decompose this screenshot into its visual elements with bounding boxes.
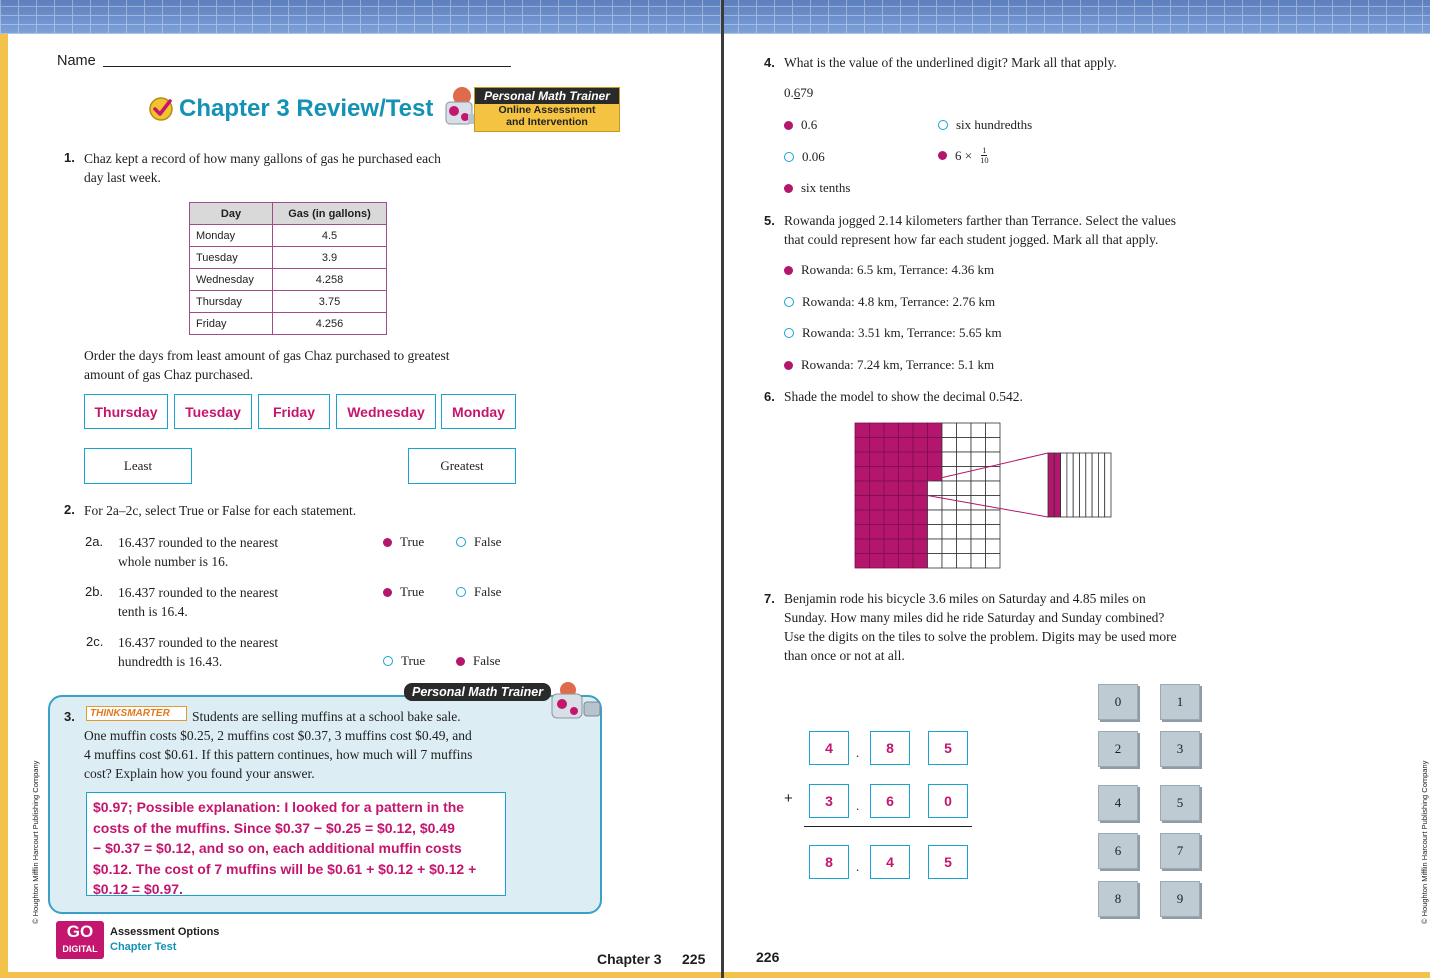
q2a-label: 2a.: [85, 534, 104, 549]
q7-line2: Sunday. How many miles did he ride Saturday and Sunday combined?: [784, 610, 1165, 625]
table-cell: 4.256: [273, 313, 387, 335]
day-tile-wednesday[interactable]: Wednesday: [336, 394, 436, 429]
grid-cell[interactable]: [928, 554, 943, 569]
shaded-cell[interactable]: [870, 438, 885, 453]
fraction-numerator: 1: [982, 145, 987, 155]
option-label: Rowanda: 6.5 km, Terrance: 4.36 km: [801, 262, 995, 277]
shaded-cell[interactable]: [855, 481, 870, 496]
q2c-false-option[interactable]: [456, 653, 500, 669]
q2c-label: 2c.: [86, 634, 104, 649]
q7-line3: Use the digits on the tiles to solve the problem. Digits may be used more: [784, 629, 1177, 644]
option-label: False: [473, 653, 501, 668]
shaded-cell[interactable]: [913, 452, 928, 467]
shaded-cell[interactable]: [855, 496, 870, 511]
shaded-cell[interactable]: [899, 510, 914, 525]
radio-empty-icon: [456, 537, 466, 547]
grid-cell[interactable]: [986, 510, 1001, 525]
shaded-cell[interactable]: [870, 496, 885, 511]
shaded-cell[interactable]: [884, 452, 899, 467]
q2a-false-option[interactable]: [456, 534, 501, 550]
strip[interactable]: [1086, 453, 1092, 517]
grid-cell[interactable]: [986, 481, 1001, 496]
table-cell: Tuesday: [190, 247, 273, 269]
shaded-cell[interactable]: [913, 423, 928, 438]
strip[interactable]: [1073, 453, 1079, 517]
shaded-cell[interactable]: [870, 510, 885, 525]
q2-intro: For 2a–2c, select True or False for each statement.: [84, 503, 357, 518]
q4-option-six-tenths[interactable]: [784, 180, 850, 196]
radio-filled-icon: [456, 657, 465, 666]
table-cell: 4.258: [273, 269, 387, 291]
q4-option-0.06[interactable]: [784, 149, 825, 165]
grid-cell[interactable]: [971, 467, 986, 482]
math-trainer-line2: and Intervention: [506, 116, 588, 128]
shaded-strip[interactable]: [1048, 453, 1054, 517]
grid-cell[interactable]: [986, 423, 1001, 438]
strip[interactable]: [1105, 453, 1111, 517]
q2b-label: 2b.: [85, 584, 104, 599]
radio-filled-icon: [383, 538, 392, 547]
banner-pattern: [0, 0, 1430, 34]
grid-cell[interactable]: [971, 438, 986, 453]
math-trainer-title: Personal Math Trainer: [475, 88, 619, 104]
shaded-strip[interactable]: [1054, 453, 1060, 517]
math-trainer-badge[interactable]: [474, 87, 620, 132]
strip[interactable]: [1061, 453, 1067, 517]
shaded-cell[interactable]: [870, 467, 885, 482]
grid-cell[interactable]: [957, 539, 972, 554]
q3-line2: One muffin costs $0.25, 2 muffins cost $0.37, 3 muffins cost $0.49, and: [84, 728, 472, 743]
shaded-cell[interactable]: [870, 423, 885, 438]
shaded-cell[interactable]: [870, 481, 885, 496]
option-label: 0.06: [802, 149, 825, 164]
name-field[interactable]: [103, 66, 511, 67]
table-cell: 3.9: [273, 247, 387, 269]
q2a-line1: 16.437 rounded to the nearest: [118, 535, 279, 550]
option-label: True: [400, 584, 425, 599]
table-row: [190, 247, 387, 269]
page-number-right: 226: [756, 949, 780, 965]
digit-tile-6[interactable]: 6: [1098, 833, 1138, 869]
grid-cell[interactable]: [971, 481, 986, 496]
q1-order-line1: Order the days from least amount of gas Chaz purchased to greatest: [84, 348, 450, 363]
q1-text-line2: day last week.: [84, 170, 161, 185]
answer-tile[interactable]: 5: [928, 731, 968, 765]
shaded-cell[interactable]: [855, 525, 870, 540]
shaded-cell[interactable]: [884, 539, 899, 554]
gas-table: [189, 202, 387, 335]
q7-line4: than once or not at all.: [784, 648, 905, 663]
decimal-point: .: [856, 798, 860, 813]
q2c-line1: 16.437 rounded to the nearest: [118, 635, 279, 650]
q4-number: 4.: [764, 55, 775, 70]
shaded-cell[interactable]: [884, 438, 899, 453]
grid-cell[interactable]: [928, 510, 943, 525]
shaded-cell[interactable]: [870, 525, 885, 540]
grid-cell[interactable]: [928, 525, 943, 540]
q2-number: 2.: [64, 502, 75, 517]
shaded-cell[interactable]: [855, 554, 870, 569]
plus-sign: +: [784, 790, 793, 807]
q4-option-six-hundredths[interactable]: [938, 117, 1032, 133]
grid-cell[interactable]: [928, 481, 943, 496]
option-label: Rowanda: 7.24 km, Terrance: 5.1 km: [801, 357, 995, 372]
fraction: [980, 146, 989, 165]
shaded-cell[interactable]: [913, 481, 928, 496]
answer-line: $0.12. The cost of 7 muffins will be $0.61 + $0.12 + $0.12 +: [93, 860, 477, 877]
option-label: True: [400, 534, 425, 549]
grid-cell[interactable]: [957, 554, 972, 569]
q5-line2: that could represent how far each student jogged. Mark all that apply.: [784, 232, 1159, 247]
shaded-cell[interactable]: [899, 452, 914, 467]
grid-cell[interactable]: [971, 423, 986, 438]
copyright-left: © Houghton Mifflin Harcourt Publishing Company: [31, 760, 40, 924]
q5-option-3[interactable]: [784, 325, 1002, 341]
q1-number: 1.: [64, 150, 75, 165]
grid-cell[interactable]: [986, 539, 1001, 554]
math-trainer-icon: [548, 680, 608, 728]
digit-tile-7[interactable]: 7: [1160, 833, 1200, 869]
shaded-cell[interactable]: [855, 539, 870, 554]
shaded-cell[interactable]: [884, 481, 899, 496]
shaded-cell[interactable]: [899, 525, 914, 540]
math-trainer-line1: Online Assessment: [498, 104, 596, 116]
underlined-digit: 6: [793, 85, 801, 100]
radio-filled-icon: [784, 361, 793, 370]
shaded-cell[interactable]: [928, 452, 943, 467]
q5-option-1[interactable]: [784, 262, 994, 278]
radio-empty-icon: [784, 328, 794, 338]
q7-line1: Benjamin rode his bicycle 3.6 miles on Saturday and 4.85 miles on: [784, 591, 1146, 606]
shaded-cell[interactable]: [913, 467, 928, 482]
grid-cell[interactable]: [957, 452, 972, 467]
q7-number: 7.: [764, 591, 775, 606]
grid-cell[interactable]: [957, 438, 972, 453]
number-prefix: 0.: [784, 85, 794, 100]
grid-cell[interactable]: [942, 496, 957, 511]
shaded-cell[interactable]: [899, 423, 914, 438]
table-row: [190, 269, 387, 291]
grid-cell[interactable]: [986, 554, 1001, 569]
q2b-true-option[interactable]: [383, 584, 424, 600]
radio-empty-icon: [784, 297, 794, 307]
answer-line: $0.97; Possible explanation: I looked for a pattern in the: [93, 799, 465, 815]
radio-filled-icon: [784, 266, 793, 275]
shaded-cell[interactable]: [899, 481, 914, 496]
digit-tile-9[interactable]: 9: [1160, 881, 1200, 917]
q2b-false-option[interactable]: [456, 584, 501, 600]
go-digital-logo[interactable]: [56, 921, 104, 959]
grid-cell[interactable]: [942, 481, 957, 496]
grid-cell[interactable]: [942, 438, 957, 453]
decimal-point: .: [856, 859, 860, 874]
page-number-left: 225: [682, 951, 706, 967]
digit-tile-3[interactable]: 3: [1160, 731, 1200, 767]
option-label: six tenths: [801, 180, 851, 195]
shaded-cell[interactable]: [855, 438, 870, 453]
digit-tile-4[interactable]: 4: [1098, 785, 1138, 821]
shaded-cell[interactable]: [884, 525, 899, 540]
shaded-cell[interactable]: [870, 554, 885, 569]
grid-cell[interactable]: [986, 438, 1001, 453]
answer-line: $0.12 = $0.97.: [93, 881, 183, 897]
answer-tile[interactable]: 0: [928, 784, 968, 818]
q5-option-4[interactable]: [784, 357, 994, 373]
grid-cell[interactable]: [971, 539, 986, 554]
table-row: [190, 291, 387, 313]
radio-empty-icon: [383, 656, 393, 666]
think-smarter-badge: THINKSMARTER: [86, 706, 187, 721]
table-cell: 4.5: [273, 225, 387, 247]
answer-tile[interactable]: 5: [928, 845, 968, 879]
table-cell: Thursday: [190, 291, 273, 313]
shaded-cell[interactable]: [928, 423, 943, 438]
grid-cell[interactable]: [942, 525, 957, 540]
q4-text: What is the value of the underlined digit? Mark all that apply.: [784, 55, 1117, 70]
option-label: 6 ×: [955, 147, 973, 163]
shaded-cell[interactable]: [855, 452, 870, 467]
number-suffix: 79: [800, 85, 814, 100]
grid-cell[interactable]: [942, 452, 957, 467]
decimal-model[interactable]: [854, 422, 1116, 570]
q5-number: 5.: [764, 213, 775, 228]
q1-order-line2: amount of gas Chaz purchased.: [84, 367, 254, 382]
grid-cell[interactable]: [942, 539, 957, 554]
radio-empty-icon: [938, 120, 948, 130]
gas-table-header-day: Day: [190, 203, 273, 225]
strip[interactable]: [1098, 453, 1104, 517]
radio-filled-icon: [784, 121, 793, 130]
q3-line4: cost? Explain how you found your answer.: [84, 766, 315, 781]
assessment-options: Assessment Options: [110, 926, 220, 938]
answer-tile[interactable]: 8: [809, 845, 849, 879]
shaded-cell[interactable]: [884, 467, 899, 482]
day-tile-friday[interactable]: Friday: [258, 394, 330, 429]
digit-tile-2[interactable]: 2: [1098, 731, 1138, 767]
shaded-cell[interactable]: [913, 525, 928, 540]
q4-option-0.6[interactable]: [784, 117, 817, 133]
digit-tile-8[interactable]: 8: [1098, 881, 1138, 917]
q6-text: Shade the model to show the decimal 0.542.: [784, 389, 1023, 404]
day-tile-thursday[interactable]: Thursday: [84, 394, 168, 429]
radio-filled-icon: [784, 184, 793, 193]
sum-line: [804, 826, 972, 827]
grid-cell[interactable]: [942, 554, 957, 569]
grid-cell[interactable]: [942, 423, 957, 438]
q3-answer-box[interactable]: [86, 792, 506, 896]
q3-line3: 4 muffins cost $0.61. If this pattern continues, how much will 7 muffins: [84, 747, 473, 762]
gas-table-header-gas: Gas (in gallons): [273, 203, 387, 225]
answer-line: − $0.37 = $0.12, and so on, each additional muffin costs: [93, 840, 462, 856]
day-tile-tuesday[interactable]: Tuesday: [174, 394, 252, 429]
option-label: False: [474, 534, 502, 549]
q3-number: 3.: [64, 709, 75, 724]
chapter-title: Chapter 3 Review/Test: [179, 95, 434, 122]
shaded-cell[interactable]: [899, 539, 914, 554]
option-label: Rowanda: 4.8 km, Terrance: 2.76 km: [802, 294, 996, 309]
q4-number-display: [784, 85, 813, 101]
shaded-cell[interactable]: [899, 554, 914, 569]
shaded-cell[interactable]: [884, 423, 899, 438]
gas-table-header: [190, 203, 387, 225]
q2b-line1: 16.437 rounded to the nearest: [118, 585, 279, 600]
answer-tile[interactable]: 3: [809, 784, 849, 818]
radio-filled-icon: [938, 151, 947, 160]
q5-line1: Rowanda jogged 2.14 kilometers farther than Terrance. Select the values: [784, 213, 1177, 228]
q1-text-line1: Chaz kept a record of how many gallons of gas he purchased each: [84, 151, 441, 166]
shaded-cell[interactable]: [913, 539, 928, 554]
q3-math-trainer-title[interactable]: Personal Math Trainer: [404, 683, 551, 701]
answer-line: costs of the muffins. Since $0.37 − $0.25 = $0.12, $0.49: [93, 819, 455, 836]
option-label: six hundredths: [956, 117, 1033, 132]
fraction-denominator: 10: [980, 155, 989, 165]
table-cell: Friday: [190, 313, 273, 335]
q2c-true-option[interactable]: [383, 653, 425, 669]
grid-cell[interactable]: [971, 554, 986, 569]
shaded-cell[interactable]: [855, 467, 870, 482]
shaded-cell[interactable]: [913, 438, 928, 453]
grid-cell[interactable]: [971, 496, 986, 511]
thousandths-strip[interactable]: [1048, 453, 1111, 517]
grid-cell[interactable]: [928, 539, 943, 554]
grid-cell[interactable]: [957, 423, 972, 438]
grid-cell[interactable]: [957, 510, 972, 525]
grid-cell[interactable]: [986, 467, 1001, 482]
q2a-line2: whole number is 16.: [118, 554, 229, 569]
shaded-cell[interactable]: [899, 467, 914, 482]
shaded-cell[interactable]: [884, 496, 899, 511]
q4-option-6-times-tenth[interactable]: [938, 146, 989, 165]
copyright-right: © Houghton Mifflin Harcourt Publishing Company: [1420, 760, 1429, 924]
answer-tile[interactable]: 4: [870, 845, 910, 879]
checkmark-icon: [148, 96, 174, 122]
strip[interactable]: [1080, 453, 1086, 517]
shaded-cell[interactable]: [870, 539, 885, 554]
go-digital-text: DIGITAL: [62, 944, 98, 954]
q6-number: 6.: [764, 389, 775, 404]
option-label: True: [401, 653, 426, 668]
option-label: Rowanda: 3.51 km, Terrance: 5.65 km: [802, 325, 1002, 340]
digit-tile-5[interactable]: 5: [1160, 785, 1200, 821]
shaded-cell[interactable]: [899, 438, 914, 453]
strip[interactable]: [1092, 453, 1098, 517]
table-row: [190, 225, 387, 247]
q2b-line2: tenth is 16.4.: [118, 604, 188, 619]
strip[interactable]: [1067, 453, 1073, 517]
least-label: Least: [84, 448, 192, 484]
shaded-cell[interactable]: [855, 510, 870, 525]
shaded-cell[interactable]: [913, 554, 928, 569]
grid-cell[interactable]: [971, 452, 986, 467]
decimal-point: .: [856, 745, 860, 760]
grid-cell[interactable]: [957, 481, 972, 496]
answer-tile[interactable]: 4: [809, 731, 849, 765]
shaded-cell[interactable]: [870, 452, 885, 467]
greatest-label: Greatest: [408, 448, 516, 484]
go-digital-go: GO: [66, 922, 94, 941]
radio-empty-icon: [456, 587, 466, 597]
grid-cell[interactable]: [986, 525, 1001, 540]
shaded-cell[interactable]: [884, 554, 899, 569]
chapter-test-link[interactable]: Chapter Test: [110, 941, 177, 953]
q2a-true-option[interactable]: [383, 534, 424, 550]
table-cell: Wednesday: [190, 269, 273, 291]
day-tile-monday[interactable]: Monday: [441, 394, 516, 429]
option-label: False: [474, 584, 502, 599]
grid-cell[interactable]: [971, 525, 986, 540]
q2c-line2: hundredth is 16.43.: [118, 654, 223, 669]
table-cell: 3.75: [273, 291, 387, 313]
shaded-cell[interactable]: [899, 496, 914, 511]
shaded-cell[interactable]: [928, 438, 943, 453]
digit-tile-1[interactable]: 1: [1160, 684, 1200, 720]
answer-tile[interactable]: 8: [870, 731, 910, 765]
radio-empty-icon: [784, 152, 794, 162]
table-cell: Monday: [190, 225, 273, 247]
q5-option-2[interactable]: [784, 294, 995, 310]
name-label: Name: [57, 53, 96, 69]
digit-tile-0[interactable]: 0: [1098, 684, 1138, 720]
grid-cell[interactable]: [957, 525, 972, 540]
footer-chapter: Chapter 3: [597, 951, 662, 967]
grid-cell[interactable]: [971, 510, 986, 525]
grid-cell[interactable]: [942, 467, 957, 482]
answer-tile[interactable]: 6: [870, 784, 910, 818]
option-label: 0.6: [801, 117, 818, 132]
shaded-cell[interactable]: [913, 496, 928, 511]
radio-filled-icon: [383, 588, 392, 597]
shaded-cell[interactable]: [884, 510, 899, 525]
grid-cell[interactable]: [942, 510, 957, 525]
table-row: [190, 313, 387, 335]
shaded-cell[interactable]: [855, 423, 870, 438]
q3-line1: Students are selling muffins at a school bake sale.: [192, 709, 461, 724]
shaded-cell[interactable]: [913, 510, 928, 525]
